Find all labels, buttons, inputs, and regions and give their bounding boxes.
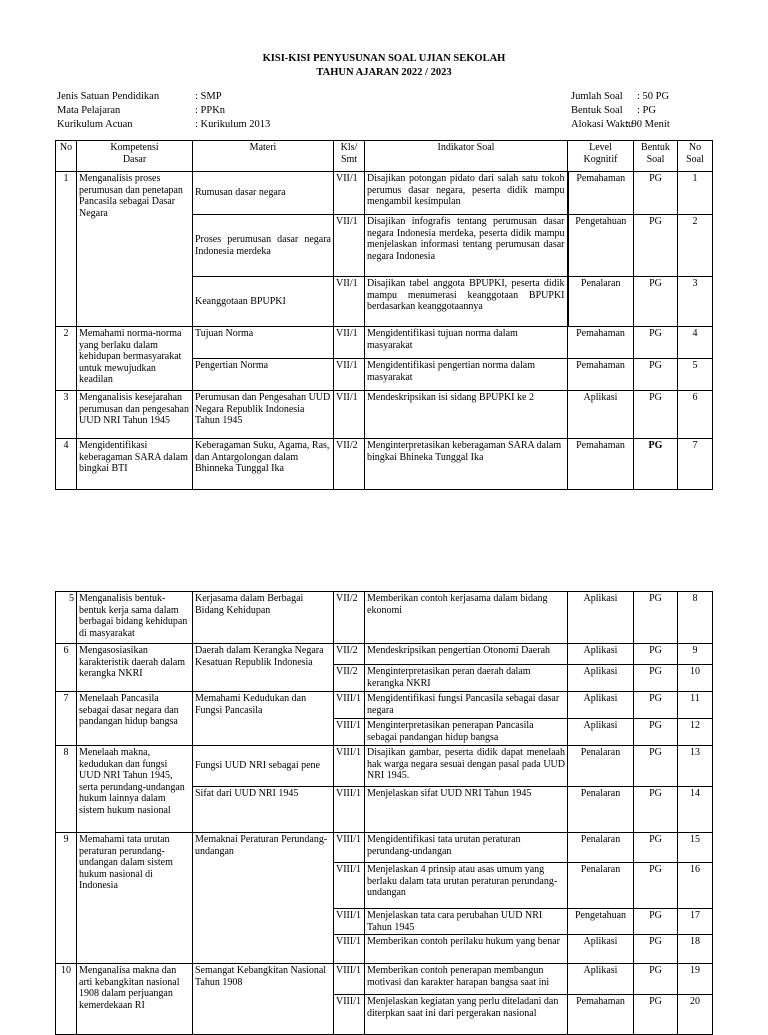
bentuk-cell: PG [634,863,678,909]
kd-number: 8 [56,746,77,833]
bentuk-cell: PG [634,909,678,935]
materi-cell: Pengertian Norma [193,359,334,391]
bentuk-cell: PG [634,995,678,1035]
nosoal-cell: 20 [678,995,713,1035]
indikator-cell: Menjelaskan tata cara perubahan UUD NRI Tahun 1945 [365,909,568,935]
bentuk-cell: PG [634,692,678,719]
kd-number: 10 [56,964,77,1035]
level-cell: Pemahaman [568,359,634,391]
header-no: No [56,141,77,172]
table-row [56,964,713,995]
nosoal-cell: 3 [678,277,713,327]
meta-value: : 50 PG [637,91,670,102]
kd-number: 4 [56,439,77,490]
kls-cell: VIII/1 [334,719,365,746]
level-cell: Pengetahuan [568,215,634,277]
meta-label: Alokasi Waktu [571,119,634,130]
indikator-cell: Memberikan contoh penerapan membangun motivasi dan karakter harapan bangsa saat ini [365,964,568,995]
level-cell: Pemahaman [568,172,634,215]
meta-label: Jenis Satuan Pendidikan [57,91,160,102]
bentuk-cell: PG [634,665,678,692]
header-kompetensi: Kompetensi Dasar [77,141,193,172]
indikator-cell: Mengidentifikasi fungsi Pancasila sebagai dasar negara [365,692,568,719]
kls-cell: VIII/1 [334,909,365,935]
header-indikator: Indikator Soal [365,141,568,172]
kls-cell: VII/1 [334,359,365,391]
indikator-cell: Menginterpretasikan keberagaman SARA dalam bingkai Bhineka Tunggal Ika [365,439,568,490]
materi-cell: Semangat Kebangkitan Nasional Tahun 1908 [193,964,334,1035]
bentuk-cell: PG [634,787,678,833]
header-level: Level Kognitif [568,141,634,172]
level-cell: Penalaran [568,277,634,327]
kls-cell: VII/2 [334,439,365,490]
kls-cell: VII/1 [334,391,365,439]
materi-cell: Rumusan dasar negara [193,172,334,215]
nosoal-cell: 2 [678,215,713,277]
kisi-table-2 [55,591,713,1035]
kd-text: Menganalisis bentuk-bentuk kerja sama dalam berbagai bidang kehidupan di masyarakat [77,592,193,644]
table-row [56,692,713,719]
kd-number: 6 [56,644,77,692]
kisi-table-1 [55,140,713,490]
nosoal-cell: 13 [678,746,713,787]
kls-cell: VIII/1 [334,833,365,863]
level-cell: Aplikasi [568,719,634,746]
kls-cell: VII/1 [334,327,365,359]
kls-cell: VII/2 [334,644,365,665]
indikator-cell: Menginterpretasikan penerapan Pancasila sebagai pandangan hidup bangsa [365,719,568,746]
level-cell: Aplikasi [568,592,634,644]
level-cell: Penalaran [568,787,634,833]
bentuk-cell: PG [634,215,678,277]
table-row [56,746,713,787]
indikator-cell: Mendeskripsikan pengertian Otonomi Daerah [365,644,568,665]
kd-text: Menganalisis proses perumusan dan penetapan Pancasila sebagai Dasar Negara [77,172,193,327]
indikator-cell: Disajikan tabel anggota BPUPKI, peserta didik mampu menumerasi keanggotaan BPUPKI berdasarkan keanggotaannya [365,277,568,327]
document-subtitle: TAHUN AJARAN 2022 / 2023 [316,67,452,78]
indikator-cell: Menginterpretasikan peran daerah dalam kerangka NKRI [365,665,568,692]
indikator-cell: Menjelaskan kegiatan yang perlu diteladani dan diterpkan saat ini dari pergerakan nasional [365,995,568,1035]
kd-text: Menganalisa makna dan arti kebangkitan nasional 1908 dalam perjuangan kemerdekaan RI [77,964,193,1035]
header-materi: Materi [193,141,334,172]
indikator-cell: Mengidentifikasi pengertian norma dalam masyarakat [365,359,568,391]
level-cell: Penalaran [568,863,634,909]
level-cell: Pemahaman [568,327,634,359]
table-row [56,172,713,215]
level-cell: Aplikasi [568,964,634,995]
indikator-cell: Memberikan contoh kerjasama dalam bidang ekonomi [365,592,568,644]
nosoal-cell: 19 [678,964,713,995]
nosoal-cell: 15 [678,833,713,863]
meta-label: Kurikulum Acuan [57,119,133,130]
materi-cell: Kerjasama dalam Berbagai Bidang Kehidupan [193,592,334,644]
nosoal-cell: 6 [678,391,713,439]
nosoal-cell: 1 [678,172,713,215]
meta-value: : 90 Menit [626,119,670,130]
materi-cell: Perumusan dan Pengesahan UUD Negara Republik Indonesia Tahun 1945 [193,391,334,439]
bentuk-cell: PG [634,746,678,787]
kd-number: 9 [56,833,77,964]
kls-cell: VII/1 [334,172,365,215]
nosoal-cell: 11 [678,692,713,719]
materi-cell: Proses perumusan dasar negara Indonesia merdeka [193,215,334,277]
materi-cell: Tujuan Norma [193,327,334,359]
kls-cell: VIII/1 [334,964,365,995]
nosoal-cell: 10 [678,665,713,692]
kd-number: 2 [56,327,77,391]
nosoal-cell: 17 [678,909,713,935]
kls-cell: VIII/1 [334,935,365,964]
bentuk-cell: PG [634,327,678,359]
bentuk-cell: PG [634,719,678,746]
kls-cell: VIII/1 [334,746,365,787]
kd-text: Menganalisis kesejarahan perumusan dan pengesahan UUD NRI Tahun 1945 [77,391,193,439]
meta-label: Jumlah Soal [571,91,623,102]
kls-cell: VII/2 [334,592,365,644]
kls-cell: VII/1 [334,277,365,327]
kd-text: Menelaah makna, kedudukan dan fungsi UUD NRI Tahun 1945, serta perundang-undangan hukum lainnya dalam sistem hukum nasional [77,746,193,833]
level-cell: Aplikasi [568,391,634,439]
bentuk-cell: PG [634,391,678,439]
nosoal-cell: 5 [678,359,713,391]
meta-label: Mata Pelajaran [57,105,121,116]
kls-cell: VII/1 [334,215,365,277]
table-row [56,391,713,439]
nosoal-cell: 8 [678,592,713,644]
materi-cell: Keberagaman Suku, Agama, Ras, dan Antargolongan dalam Bhinneka Tunggal Ika [193,439,334,490]
level-cell: Pengetahuan [568,909,634,935]
level-cell: Penalaran [568,746,634,787]
kd-number: 5 [56,592,77,644]
nosoal-cell: 12 [678,719,713,746]
materi-cell: Daerah dalam Kerangka Negara Kesatuan Republik Indonesia [193,644,334,692]
nosoal-cell: 14 [678,787,713,833]
table-row [56,644,713,665]
bentuk-cell: PG [634,644,678,665]
table-row [56,592,713,644]
document-title: KISI-KISI PENYUSUNAN SOAL UJIAN SEKOLAH [262,53,506,64]
level-cell: Pemahaman [568,439,634,490]
materi-cell: Sifat dari UUD NRI 1945 [193,787,334,833]
level-cell: Aplikasi [568,644,634,665]
kls-cell: VIII/1 [334,787,365,833]
level-cell: Pemahaman [568,995,634,1035]
kd-number: 7 [56,692,77,746]
indikator-cell: Disajikan potongan pidato dari salah satu tokoh perumus dasar negara, peserta didik mampu mengambil kesimpulan [365,172,568,215]
bentuk-cell: PG [634,833,678,863]
header-bentuk: Bentuk Soal [634,141,678,172]
meta-value: : SMP [195,91,222,102]
indikator-cell: Menjelaskan 4 prinsip atau asas umum yang berlaku dalam tata urutan peraturan perundang-undangan [365,863,568,909]
meta-value: : PG [637,105,656,116]
bentuk-cell: PG [634,935,678,964]
kd-number: 1 [56,172,77,327]
nosoal-cell: 9 [678,644,713,665]
bentuk-cell: PG [634,964,678,995]
table-header-row [56,141,713,172]
kls-cell: VIII/1 [334,863,365,909]
level-cell: Aplikasi [568,692,634,719]
materi-cell: Keanggotaan BPUPKI [193,277,334,327]
materi-cell: Memahami Kedudukan dan Fungsi Pancasila [193,692,334,746]
table-row [56,439,713,490]
table-row [56,833,713,863]
header-nosoal: No Soal [678,141,713,172]
meta-left [57,90,270,132]
meta-value: : Kurikulum 2013 [195,119,271,130]
bentuk-cell: PG [634,439,678,490]
indikator-cell: Disajikan infografis tentang perumusan dasar negara Indonesia merdeka, peserta didik mampu menjelaskan informasi tentang perumusan dasar negara Indonesia [365,215,568,277]
meta-label: Bentuk Soal [571,105,623,116]
kd-text: Memahami norma-norma yang berlaku dalam kehidupan bermasyarakat untuk mewujudkan keadilan [77,327,193,391]
kd-text: Menelaah Pancasila sebagai dasar negara dan pandangan hidup bangsa [77,692,193,746]
level-cell: Aplikasi [568,665,634,692]
header-kls: Kls/ Smt [334,141,365,172]
bentuk-cell: PG [634,359,678,391]
level-cell: Penalaran [568,833,634,863]
indikator-cell: Mengidentifikasi tujuan norma dalam masyarakat [365,327,568,359]
indikator-cell: Menjelaskan sifat UUD NRI Tahun 1945 [365,787,568,833]
bentuk-cell: PG [634,172,678,215]
nosoal-cell: 7 [678,439,713,490]
meta-right [571,90,670,132]
kls-cell: VII/2 [334,665,365,692]
kd-number: 3 [56,391,77,439]
nosoal-cell: 4 [678,327,713,359]
nosoal-cell: 18 [678,935,713,964]
indikator-cell: Mendeskripsikan isi sidang BPUPKI ke 2 [365,391,568,439]
bentuk-cell: PG [634,592,678,644]
table-row [56,327,713,359]
kd-text: Memahami tata urutan peraturan perundang-undangan dalam sistem hukum nasional di Indonesia [77,833,193,964]
materi-cell: Fungsi UUD NRI sebagai pene [193,746,334,787]
kls-cell: VIII/1 [334,995,365,1035]
kd-text: Mengidentifikasi keberagaman SARA dalam bingkai BTI [77,439,193,490]
indikator-cell: Disajikan gambar, peserta didik dapat menelaah hak warga negara sesuai dengan pasal pada UUD NRI 1945. [365,746,568,787]
indikator-cell: Mengidentifikasi tata urutan peraturan perundang-undangan [365,833,568,863]
level-cell: Aplikasi [568,935,634,964]
kls-cell: VIII/1 [334,692,365,719]
bentuk-cell: PG [634,277,678,327]
indikator-cell: Memberikan contoh perilaku hukum yang benar [365,935,568,964]
meta-value: : PPKn [195,105,226,116]
materi-cell: Memaknai Peraturan Perundang-undangan [193,833,334,964]
kd-text: Mengasosiasikan karakteristik daerah dalam kerangka NKRI [77,644,193,692]
nosoal-cell: 16 [678,863,713,909]
